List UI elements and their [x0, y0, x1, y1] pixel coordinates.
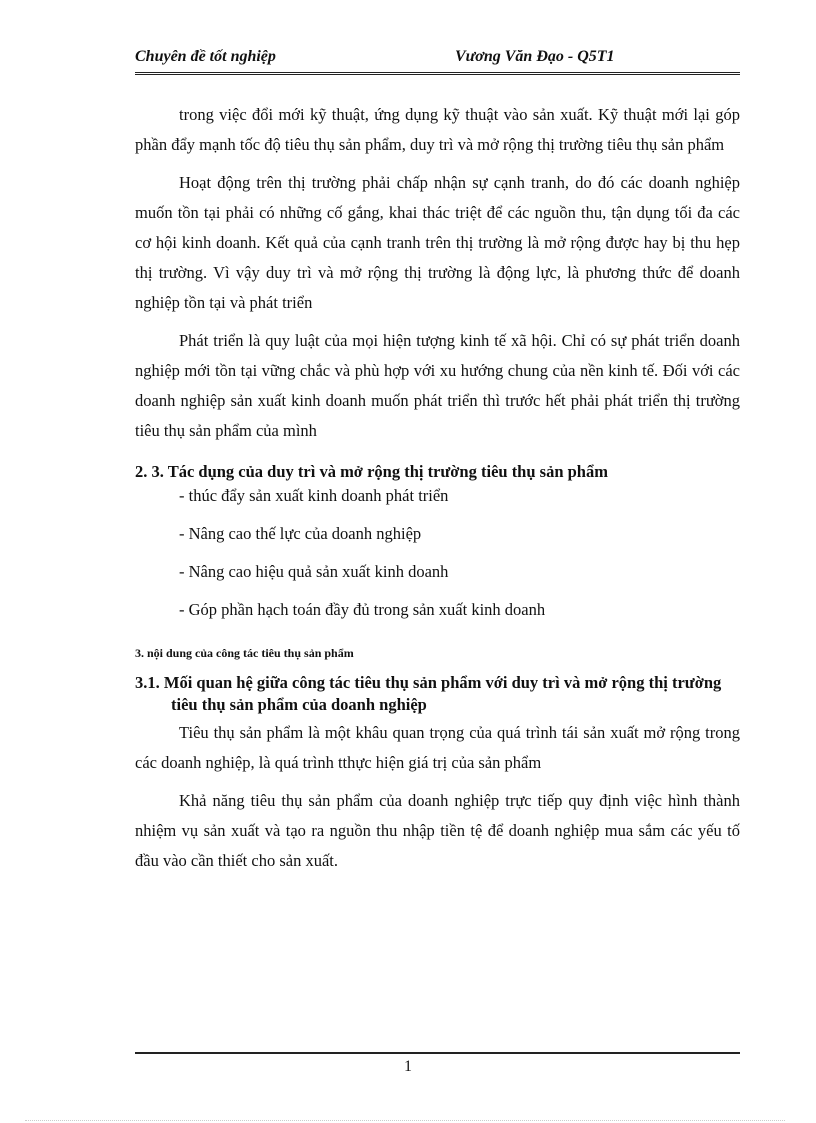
header-author: Vương Văn Đạo - Q5T1 — [455, 48, 615, 65]
paragraph-2: Hoạt động trên thị trường phải chấp nhận sự cạnh tranh, do đó các doanh nghiệp muốn tồn tại phải có những cố gắng, khai thác triệt để các nguồn thu, tận dụng tối đa các cơ hội kinh doanh. Kết quả của cạnh tranh trên thị trường là mở rộng được hay bị thu hẹp thị trường. Vì vậy duy trì và mở rộng thị trường là động lực, là phương thức để doanh nghiệp tồn tại và phát triển — [135, 173, 740, 312]
paragraph-3: Phát triển là quy luật của mọi hiện tượng kinh tế xã hội. Chỉ có sự phát triển doanh nghiệp mới tồn tại vững chắc và phù hợp với xu hướng chung của nền kinh tế. Đối với các doanh nghiệp sản xuất kinh doanh muốn phát triển thì trước hết phải phát triển thị trường tiêu thụ sản phẩm của mình — [135, 331, 740, 440]
section-3-heading: 3. nội dung của công tác tiêu thụ sản phẩm — [135, 646, 354, 660]
page-number: 1 — [404, 1058, 412, 1075]
list-item: - Góp phần hạch toán đầy đủ trong sản xuất kinh doanh — [179, 600, 546, 619]
list-item: - Nâng cao thế lực của doanh nghiệp — [179, 524, 422, 543]
header-document-title: Chuyên đề tốt nghiệp — [135, 48, 276, 65]
section-2-3-list — [135, 484, 740, 622]
section-3-1-heading: 3.1. Mối quan hệ giữa công tác tiêu thụ sản phẩm với duy trì và mở rộng thị trường tiêu thụ sản phẩm của doanh nghiệp — [135, 673, 722, 714]
section-3-1-paragraph-1: Tiêu thụ sản phẩm là một khâu quan trọng của quá trình tái sản xuất mở rộng trong các doanh nghiệp, là quá trình tthực hiện giá trị của sản phẩm — [135, 723, 740, 772]
page-header — [135, 46, 740, 75]
page-body — [135, 100, 740, 884]
footer-divider — [135, 1052, 740, 1054]
list-item: - Nâng cao hiệu quả sản xuất kinh doanh — [179, 562, 449, 581]
section-3-1-paragraph-2: Khả năng tiêu thụ sản phẩm của doanh nghiệp trực tiếp quy định việc hình thành nhiệm vụ sản xuất và tạo ra nguồn thu nhập tiền tệ để doanh nghiệp mua sắm các yếu tố đầu vào cần thiết cho sản xuất. — [135, 791, 740, 870]
section-2-3-heading: 2. 3. Tác dụng của duy trì và mở rộng thị trường tiêu thụ sản phẩm — [135, 462, 608, 481]
page-bottom-edge — [25, 1120, 785, 1121]
list-item: - thúc đẩy sản xuất kinh doanh phát triển — [179, 486, 449, 505]
paragraph-1: trong việc đổi mới kỹ thuật, ứng dụng kỹ thuật vào sản xuất. Kỹ thuật mới lại góp phần đẩy mạnh tốc độ tiêu thụ sản phẩm, duy trì và mở rộng thị trường tiêu thụ sản phẩm — [135, 105, 740, 154]
